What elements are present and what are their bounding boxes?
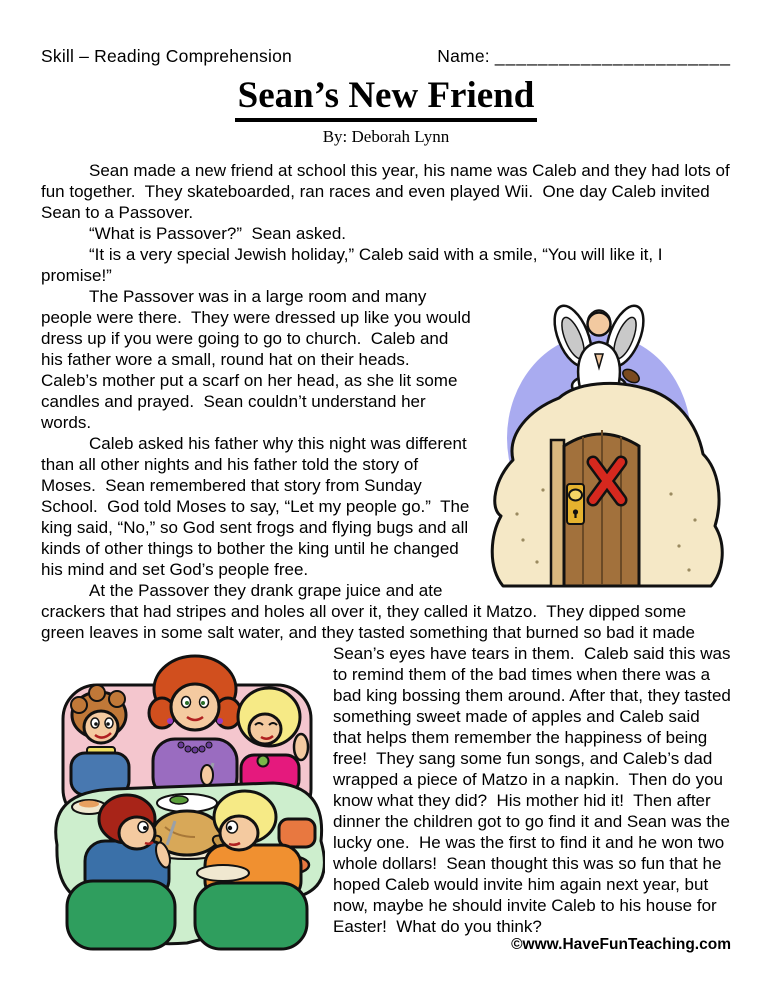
- paragraph-6-part-a: At the Passover they drank grape juice and ate crackers that had stripes and holes all over it, they called it Matzo. They dipped some green leaves in some salt water, and they tasted something that burned so bad it made: [41, 580, 700, 642]
- paragraph-1: Sean made a new friend at school this year, his name was Caleb and they had lots of fun together. They skateboarded, ran races and even played Wii. One day Caleb invited Sean to a Passover.: [41, 160, 735, 222]
- name-label: Name:: [437, 46, 490, 66]
- paragraph-6-part-b: Sean’s eyes have tears in them. Caleb said this was to remind them of the bad times when there was a bad king bossing them around. After that, they tasted something sweet made of apples and Caleb said that helps them remember the happiness of being free! They sang some fun songs, and Caleb’s dad wrapped a piece of Matzo in a napkin. Then do you know what they did? His mother hid it! Then after dinner the children got to go find it and Sean was the lucky one. He was the first to find it and he won two whole dollars! Sean thought this was so fun that he hoped Caleb would invite him again next year, but now, maybe he should invite Caleb to his house for Easter! What do you think?: [333, 643, 736, 936]
- copyright-notice: ©www.HaveFunTeaching.com: [511, 936, 731, 953]
- name-blank-line: ______________________: [494, 46, 731, 66]
- door-lock: [567, 484, 584, 524]
- footer-teal-bar: [0, 986, 772, 1000]
- story-text: [41, 160, 736, 937]
- paragraph-4: The Passover was in a large room and many people were there. They were dressed up like you would dress up if you were going to go to church. Caleb and his father wore a small, round hat on their heads. Caleb’s mother put a scarf on her head, as she lit some candles and prayed. Sean couldn’t understand her words.: [41, 286, 476, 432]
- paragraph-2: “What is Passover?” Sean asked.: [89, 223, 347, 243]
- name-field: [437, 46, 731, 67]
- paragraph-5: Caleb asked his father why this night was different than all other nights and his father told the story of Moses. Sean remembered that story from Sunday School. God told Moses to say, “Let my people go.” The king said, “No,” so God sent frogs and flying bugs and all kinds of other things to bother the king until he changed his mind and set God’s people free.: [41, 433, 475, 579]
- worksheet-header: [41, 46, 731, 67]
- worksheet-page: [41, 0, 736, 951]
- page-title: Sean’s New Friend: [235, 77, 538, 122]
- paragraph-3: “It is a very special Jewish holiday,” Caleb said with a smile, “You will like it, I promise!”: [41, 244, 668, 285]
- skill-label: Skill – Reading Comprehension: [41, 46, 292, 66]
- byline: By: Deborah Lynn: [322, 126, 450, 146]
- family-dinner-illustration: [37, 645, 325, 951]
- angel-tomb-illustration: [481, 288, 731, 590]
- paragraph-6: [41, 580, 736, 937]
